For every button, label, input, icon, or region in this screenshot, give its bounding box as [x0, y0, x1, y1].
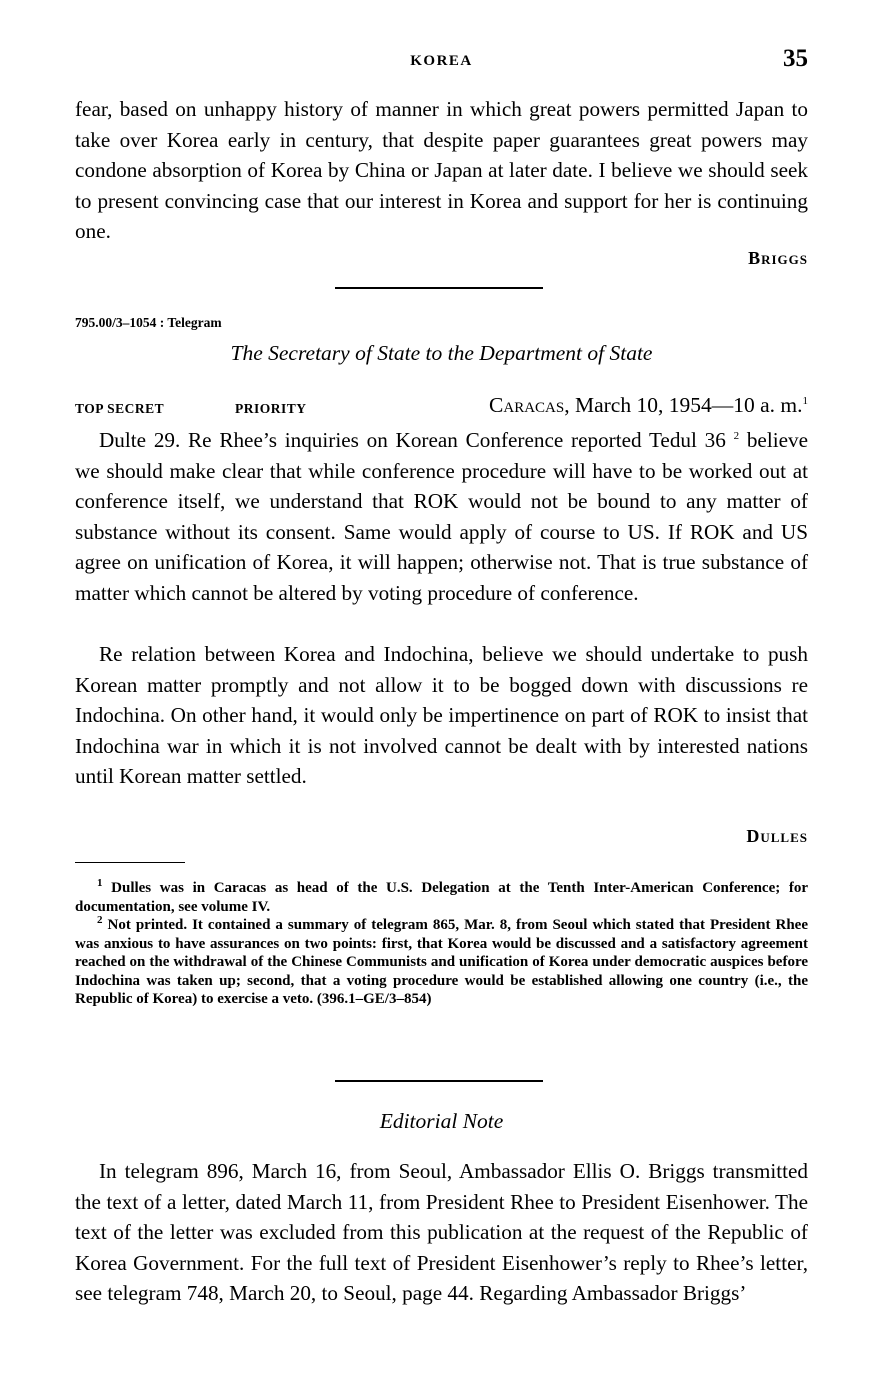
- footnote-ref-2: 2: [733, 429, 740, 442]
- footnote-2-number: 2: [97, 914, 103, 926]
- telegram-paragraph-1-part-a: Dulte 29. Re Rhee’s inquiries on Korean Conference reported Tedul 36: [99, 428, 726, 452]
- section-divider-2: [335, 1080, 543, 1082]
- footnote-1: [75, 879, 808, 916]
- editorial-note-paragraph: In telegram 896, March 16, from Seoul, Ambassador Ellis O. Briggs transmitted the text of a letter, dated March 11, from President Rhee to President Eisenhower. The text of the letter was excluded from this publication at the request of the Republic of Korea Government. For the full text of President Eisenhower’s reply to Rhee’s letter, see telegram 748, March 20, to Seoul, page 44. Regarding Ambassador Briggs’: [75, 1159, 808, 1306]
- running-head: [75, 45, 808, 75]
- document-title: The Secretary of State to the Department of State: [230, 341, 653, 365]
- footnote-2-text: Not printed. It contained a summary of telegram 865, Mar. 8, from Seoul which stated that President Rhee was anxious to have assurances on two points: first, that Korea would be discussed and a satisfactory agreement reached on the withdrawal of the Chinese Communists and unification of Korea under democratic auspices before Indochina was taken up; second, that a voting procedure would be established allowing one country (i.e., the Republic of Korea) to exercise a veto. (396.1–GE/3–854): [75, 917, 808, 1007]
- footnote-ref-1: 1: [802, 394, 808, 407]
- telegram-paragraph-2: Re relation between Korea and Indochina, believe we should undertake to push Korean matter promptly and not allow it to be bogged down with discussions re Indochina. On other hand, it would only be impertinence on part of ROK to insist that Indochina war in which it is not involved cannot be dealt with by interested nations until Korean matter settled.: [75, 642, 808, 789]
- continuation-paragraph: fear, based on unhappy history of manner in which great powers permitted Japan to take over Korea early in century, that despite paper guarantees great powers may condone absorption of Korea by China or Japan at later date. I believe we should seek to present convincing case that our interest in Korea and support for her is continuing one.: [75, 97, 808, 244]
- page-number: 35: [783, 45, 808, 72]
- telegram-paragraph-1: [75, 425, 808, 609]
- footnote-1-text: Dulles was in Caracas as head of the U.S. Delegation at the Tenth Inter-American Conference; for documentation, see volume IV.: [75, 880, 809, 915]
- classification-label: TOP SECRET: [75, 401, 165, 416]
- signature-dulles: Dulles: [746, 826, 808, 846]
- footnote-1-number: 1: [97, 877, 103, 889]
- dateline: [489, 393, 808, 418]
- signature-briggs: Briggs: [748, 248, 808, 268]
- running-title: KOREA: [410, 53, 473, 69]
- telegram-paragraph-1-part-b: believe we should make clear that while conference procedure will have to be worked out at conference itself, we understand that ROK would not be bound to any matter of substance without its consent. Same would apply of course to US. If ROK and US agree on unification of Korea, it will happen; otherwise not. That is true substance of matter which cannot be altered by voting procedure of conference.: [75, 428, 808, 605]
- telegram-header: [75, 393, 808, 423]
- footnote-2: [75, 916, 808, 1009]
- footnote-divider: [75, 862, 185, 863]
- footnotes: [75, 879, 808, 1009]
- document-file-number: 795.00/3–1054 : Telegram: [75, 315, 222, 330]
- priority-label: PRIORITY: [235, 401, 307, 416]
- editorial-note-title: Editorial Note: [379, 1109, 504, 1133]
- dateline-date: March 10, 1954—10 a. m.: [574, 393, 803, 417]
- section-divider: [335, 287, 543, 289]
- dateline-place: Caracas,: [489, 393, 570, 417]
